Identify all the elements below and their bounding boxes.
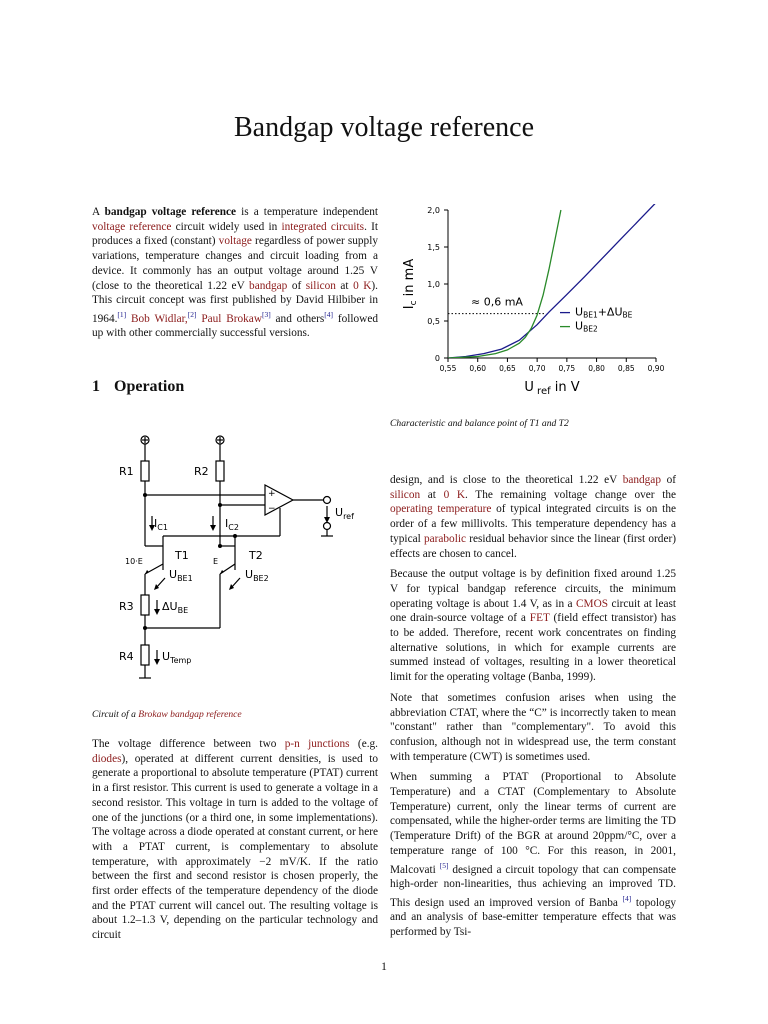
x-tick-label: 0,65: [499, 364, 516, 373]
series-line-2: [448, 210, 561, 358]
operation-paragraph-4: Note that sometimes confusion arises when using the abbreviation CTAT, where the “C” is incorrectly taken to mean "constant" rather than "complementary". To avoid this confusion, although not in widespread use, the term constant with temperature (CWT) is sometimes used.: [390, 691, 676, 763]
x-tick-label: 0,90: [647, 364, 665, 373]
text: designed a circuit topology that can compensate high-order non-linearities, thus achieving an improved TD. This design used an improved version of Banba: [390, 863, 677, 909]
svg-text:IC2: [225, 517, 239, 532]
y-tick-label: 1,0: [427, 280, 440, 289]
svg-text:UBE2: [245, 568, 269, 583]
text: residual behavior since the linear (first order) effects are chosen to cancel.: [390, 532, 676, 560]
x-tick-label: 0,60: [469, 364, 487, 373]
text: regardless of power supply variations, temperature changes and circuit loading from a device. It commonly has an output voltage around 1.25 V (close to the theoretical 1.22 eV: [92, 235, 378, 292]
x-tick-label: 0,75: [558, 364, 576, 373]
label-r1: R1: [119, 465, 134, 478]
svg-text:UBE1: [169, 568, 193, 583]
label-t1: T1: [175, 549, 189, 562]
y-tick-label: 0: [434, 354, 440, 363]
link-bandgap-2[interactable]: bandgap: [622, 474, 661, 486]
citation-4[interactable]: [4]: [324, 309, 334, 319]
page-number: 1: [381, 961, 387, 973]
resistor-r4: [141, 645, 149, 665]
label-r2: R2: [194, 465, 209, 478]
series-line-1: [448, 203, 656, 358]
label-utemp: U: [162, 650, 171, 663]
text: circuit widely used in: [171, 220, 282, 233]
citation-2[interactable]: [2]: [187, 309, 197, 319]
text: When summing a PTAT (Proportional to Absolute Temperature) and a CTAT (Complementary to Absolute Temperature) current, only the linear terms of current are compensated, while the higher-order terms are limiting the TD (Temperature Drift) of the BGR at around 20ppm/°C, over a temperature range of 100 °C. For this reason, in 2001, Malcovati: [390, 771, 676, 876]
label-plus: +: [268, 489, 276, 499]
reference-annotation: ≈ 0,6 mA: [471, 295, 523, 309]
text: . The remaining voltage change over the: [465, 488, 676, 501]
link-silicon[interactable]: silicon: [305, 279, 336, 292]
intro-paragraph: [92, 205, 378, 347]
svg-text:IC1: [154, 517, 168, 532]
text: Circuit of a: [92, 709, 139, 720]
text: of: [287, 279, 306, 292]
label-dube-sub: BE: [177, 606, 189, 615]
citation-4b[interactable]: [4]: [622, 893, 632, 903]
svg-text:ΔUBE: [162, 600, 188, 615]
text: of: [660, 474, 676, 486]
text: A: [92, 206, 105, 218]
x-tick-label: 0,85: [617, 364, 635, 373]
text: (e.g.: [349, 738, 379, 750]
resistor-r1: [141, 461, 149, 481]
x-tick-label: 0,80: [588, 364, 605, 373]
label-ic2: I: [225, 517, 229, 530]
label-ic2-sub: C2: [228, 523, 239, 532]
brokaw-circuit-diagram: [105, 428, 375, 688]
y-tick-label: 2,0: [427, 206, 440, 215]
label-ube2: U: [245, 568, 254, 581]
text: of typical integrated circuits is on the order of a few millivolts. This temperature dependency has a typical: [390, 503, 676, 545]
text: topology and an analysis of base-emitter temperature effects that was performed by Tsi-: [390, 896, 676, 938]
section-title: Operation: [114, 378, 185, 395]
operation-paragraph-1: [92, 737, 378, 949]
operation-paragraph-3: [390, 567, 676, 685]
page-title: Bandgap voltage reference: [233, 112, 535, 143]
legend-label-1: UBE1+ΔUBE: [575, 305, 633, 320]
link-voltage-reference[interactable]: voltage reference: [92, 220, 172, 233]
link-bob-widlar[interactable]: Bob Widlar,: [131, 312, 188, 325]
svg-text:UTemp: [162, 650, 191, 665]
link-parabolic[interactable]: parabolic: [423, 532, 466, 545]
link-voltage[interactable]: voltage: [218, 235, 252, 248]
link-0k[interactable]: 0 K: [353, 279, 372, 292]
resistor-r3: [141, 595, 149, 615]
text: circuit at least one drain-source voltage of a: [390, 597, 677, 625]
section-heading: [92, 378, 198, 396]
text: ). This circuit concept was first published by David Hilbiber in 1964.: [92, 279, 378, 325]
link-operating-temperature[interactable]: operating temperature: [390, 503, 492, 516]
link-paul-brokaw[interactable]: Paul Brokaw: [201, 312, 262, 325]
text: (field effect transistor) has to be added. Therefore, recent work concentrates on finding alternative solutions, in which for example currents are summed instead of voltages, resulting in a lower theoretical limit for the operating voltage (Banba, 1999).: [390, 612, 676, 684]
x-tick-label: 0,70: [528, 364, 546, 373]
x-tick-label: 0,55: [439, 364, 457, 373]
y-tick-label: 1,5: [427, 243, 440, 252]
label-ic1: I: [154, 517, 158, 530]
link-integrated-circuits[interactable]: integrated circuits: [281, 220, 365, 233]
legend-label-2: UBE2: [575, 319, 598, 334]
label-uref-sub: ref: [343, 512, 354, 521]
figure-caption-circuit: [92, 709, 378, 720]
label-t2: T2: [249, 549, 263, 562]
label-minus: −: [268, 504, 276, 514]
text: at: [335, 279, 354, 292]
label-ube1-sub: BE1: [177, 574, 193, 583]
text: and others: [270, 312, 325, 325]
label-emitter-10e: 10·E: [125, 557, 143, 566]
text: . It produces a fixed (constant): [92, 220, 378, 248]
svg-text:Uref: [335, 506, 354, 521]
link-0k-2[interactable]: 0 K: [443, 488, 466, 501]
text: ), operated at different current densities, is used to generate a proportional to absolute temperature (PTAT) current in a first resistor. This current is used to generate a voltage in a second resistor. This voltage in turn is added to the voltage of one of the junctions (or a third one, in some implementations). The voltage across a diode operated at constant current, or here with a PTAT current, is complementary to absolute temperature, with approximately −2 mV/K. If the ratio between the first and second resistor is chosen properly, the first order effects of the temperature dependency of the diode and the PTAT current will cancel out. The resulting voltage is about 1.2–1.3 V, depending on the particular technology and circuit: [92, 752, 378, 942]
text: at: [420, 488, 444, 501]
text: followed up with other commercially successful versions.: [92, 312, 379, 340]
y-tick-label: 0,5: [427, 317, 440, 326]
figure-caption-chart: Characteristic and balance point of T1 and T2: [390, 418, 569, 429]
link-fet[interactable]: FET: [529, 612, 550, 625]
characteristic-chart: [395, 198, 680, 403]
label-ube2-sub: BE2: [253, 574, 269, 583]
operation-paragraph-5: [390, 770, 676, 939]
ground-terminal: [324, 523, 331, 530]
link-bandgap[interactable]: bandgap: [249, 279, 288, 292]
link-cmos[interactable]: CMOS: [576, 597, 609, 610]
link-diodes[interactable]: diodes: [92, 752, 122, 765]
text: The voltage difference between two: [92, 738, 285, 750]
x-axis-label: U $_{ref}$ in V: [524, 380, 580, 397]
text: Because the output voltage is by definition fixed around 1.25 V for typical bandgap reference circuits, the minimum operating voltage is about 1.4 V, as in a: [390, 568, 676, 610]
label-ic1-sub: C1: [157, 523, 168, 532]
label-uref: U: [335, 506, 344, 519]
label-r3: R3: [119, 600, 134, 613]
text: design, and is close to the theoretical 1.22 eV: [390, 474, 623, 486]
label-emitter-e: E: [213, 557, 219, 566]
label-utemp-sub: Temp: [170, 656, 192, 665]
operation-paragraph-2: [390, 473, 676, 561]
uref-terminal: [324, 497, 331, 504]
y-axis-label: $I_c$ in mA: [402, 258, 419, 310]
resistor-r2: [216, 461, 224, 481]
citation-3[interactable]: [3]: [261, 309, 271, 319]
link-pn-junctions[interactable]: p-n junctions: [284, 738, 350, 750]
text: is a temperature independent: [236, 206, 379, 218]
label-r4: R4: [119, 650, 134, 663]
label-dube: ΔU: [162, 600, 178, 613]
link-silicon-2[interactable]: silicon: [390, 488, 421, 501]
citation-1[interactable]: [1]: [117, 309, 127, 319]
term-bold: bandgap voltage reference: [104, 206, 237, 218]
link-brokaw-bandgap-reference[interactable]: Brokaw bandgap reference: [138, 709, 242, 720]
citation-5[interactable]: [5]: [439, 860, 449, 870]
right-column: [390, 473, 676, 946]
label-ube1: U: [169, 568, 178, 581]
section-number: 1: [92, 378, 100, 395]
